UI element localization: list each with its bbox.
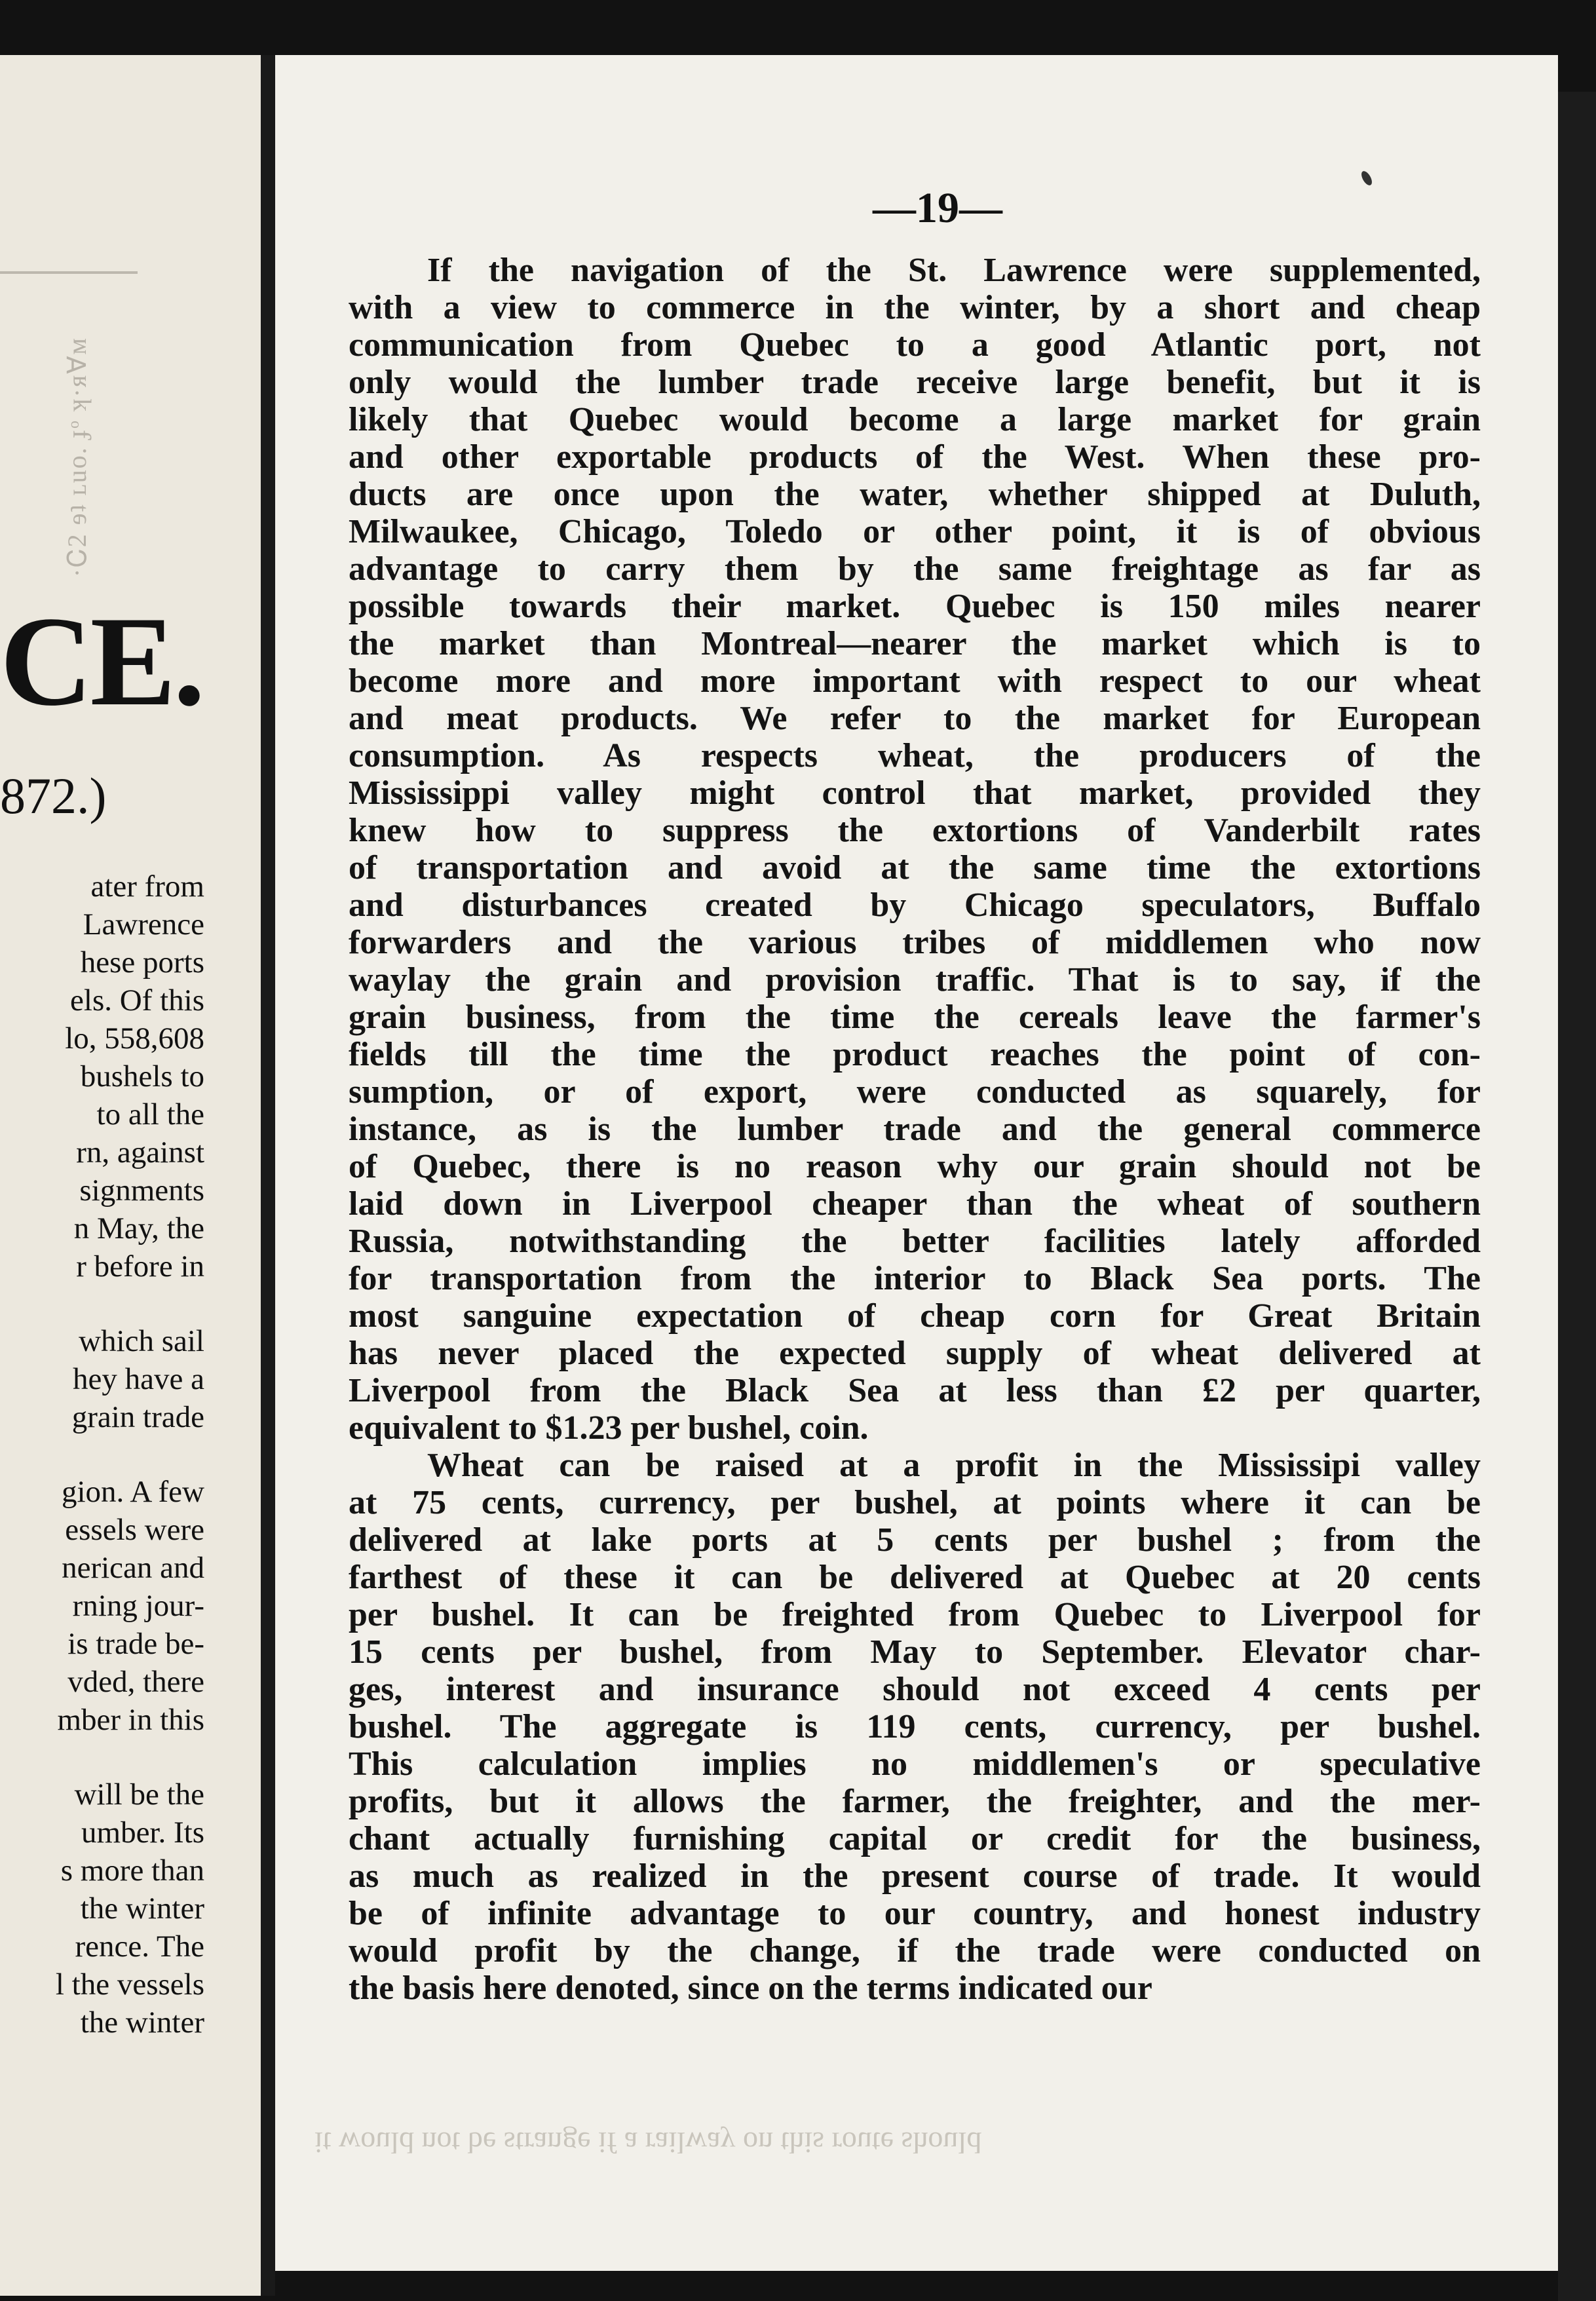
text-line: knew how to suppress the extortions of Vanderbilt rates	[349, 812, 1481, 849]
bleed-through-footer: it would not be strange if a railway on this route should	[314, 2126, 982, 2159]
left-text-line: vded, there	[67, 1665, 204, 1699]
text-line: laid down in Liverpool cheaper than the wheat of southern	[349, 1185, 1481, 1223]
left-page	[0, 55, 261, 2296]
bleed-through-text: ·Ꮯ2 ɘʇ ʟuo. ɟᵒ ʞ·ᴙ∀ᴍ	[62, 337, 92, 578]
text-line: If the navigation of the St. Lawrence were supplemented,	[427, 252, 1481, 289]
left-subheading: 872.)	[0, 767, 107, 824]
text-line: of transportation and avoid at the same time the extortions	[349, 849, 1481, 886]
text-line: per bushel. It can be freighted from Quebec to Liverpool for	[349, 1596, 1481, 1633]
left-text-line: rning jour-	[72, 1589, 204, 1623]
left-text-line: essels were	[65, 1513, 204, 1547]
left-text-column	[0, 867, 261, 2042]
text-line: grain business, from the time the cereals leave the farmer's	[349, 998, 1481, 1036]
right-page	[275, 55, 1558, 2271]
paragraph-gap	[0, 1285, 261, 1322]
left-text-line: nerican and	[62, 1551, 204, 1585]
left-text-line: the winter	[80, 2006, 204, 2040]
text-line: would profit by the change, if the trade were conducted on	[349, 1932, 1481, 1969]
paragraph-gap	[0, 1739, 261, 1776]
text-line: waylay the grain and provision traffic. That is to say, if the	[349, 961, 1481, 998]
text-line: as much as realized in the present course of trade. It would	[349, 1857, 1481, 1895]
left-text-line: rn, against	[76, 1135, 204, 1170]
text-line: advantage to carry them by the same freightage as far as	[349, 550, 1481, 588]
text-line: ducts are once upon the water, whether shipped at Duluth,	[349, 476, 1481, 513]
text-line: fields till the time the product reaches the point of con-	[349, 1036, 1481, 1073]
body-text	[349, 252, 1481, 2007]
ink-mark	[1359, 170, 1374, 187]
gutter-shadow	[261, 55, 275, 2296]
text-line: This calculation implies no middlemen's or speculative	[349, 1745, 1481, 1783]
left-text-line: gion. A few	[61, 1475, 204, 1509]
text-line: delivered at lake ports at 5 cents per bushel ; from the	[349, 1521, 1481, 1559]
text-line: has never placed the expected supply of wheat delivered at	[349, 1335, 1481, 1372]
left-text-line: to all the	[96, 1097, 204, 1131]
text-line: Liverpool from the Black Sea at less than £2 per quarter,	[349, 1372, 1481, 1409]
text-line: and disturbances created by Chicago speculators, Buffalo	[349, 886, 1481, 924]
text-line: only would the lumber trade receive large benefit, but it is	[349, 364, 1481, 401]
text-line: with a view to commerce in the winter, by a short and cheap	[349, 289, 1481, 326]
text-line: for transportation from the interior to Black Sea ports. The	[349, 1260, 1481, 1297]
text-line: and other exportable products of the West. When these pro-	[349, 438, 1481, 476]
left-text-line: n May, the	[73, 1211, 204, 1246]
left-text-line: umber. Its	[81, 1816, 204, 1850]
text-line: most sanguine expectation of cheap corn for Great Britain	[349, 1297, 1481, 1335]
left-text-line: bushels to	[80, 1059, 204, 1093]
text-line: forwarders and the various tribes of middlemen who now	[349, 924, 1481, 961]
text-line: 15 cents per bushel, from May to September. Elevator char-	[349, 1633, 1481, 1671]
text-line: the basis here denoted, since on the terms indicated our	[349, 1969, 1152, 2007]
left-text-line: signments	[79, 1173, 204, 1208]
left-text-line: hese ports	[80, 945, 204, 979]
left-text-line: the winter	[80, 1892, 204, 1926]
text-line: of Quebec, there is no reason why our grain should not be	[349, 1148, 1481, 1185]
left-text-line: s more than	[60, 1854, 204, 1888]
left-heading: CE.	[0, 590, 203, 732]
text-line: sumption, or of export, were conducted as squarely, for	[349, 1073, 1481, 1111]
text-line: chant actually furnishing capital or credit for the business,	[349, 1820, 1481, 1857]
text-line: farthest of these it can be delivered at Quebec at 20 cents	[349, 1559, 1481, 1596]
text-line: Mississippi valley might control that market, provided they	[349, 774, 1481, 812]
paragraph-gap	[0, 1436, 261, 1473]
text-line: and meat products. We refer to the market for European	[349, 700, 1481, 737]
left-text-line: will be the	[74, 1778, 204, 1812]
left-text-line: lo, 558,608	[65, 1021, 204, 1055]
text-line: ges, interest and insurance should not exceed 4 cents per	[349, 1671, 1481, 1708]
text-line: instance, as is the lumber trade and the general commerce	[349, 1111, 1481, 1148]
left-text-line: r before in	[76, 1249, 204, 1284]
text-line: become more and more important with respect to our wheat	[349, 662, 1481, 700]
left-text-line: grain trade	[71, 1400, 204, 1434]
text-line: likely that Quebec would become a large market for grain	[349, 401, 1481, 438]
text-line: equivalent to $1.23 per bushel, coin.	[349, 1409, 869, 1447]
text-line: the market than Montreal—nearer the market which is to	[349, 625, 1481, 662]
text-line: consumption. As respects wheat, the producers of the	[349, 737, 1481, 774]
left-text-line: hey have a	[73, 1362, 204, 1396]
left-text-line: ater from	[90, 869, 204, 903]
page-edge-shadow	[1558, 92, 1596, 2301]
text-line: possible towards their market. Quebec is 150 miles nearer	[349, 588, 1481, 625]
left-text-line: is trade be-	[67, 1627, 204, 1661]
page-number: —19—	[873, 184, 1002, 232]
text-line: be of infinite advantage to our country, and honest industry	[349, 1895, 1481, 1932]
text-line: Milwaukee, Chicago, Toledo or other point, it is of obvious	[349, 513, 1481, 550]
left-text-line: els. Of this	[70, 983, 204, 1017]
text-line: Wheat can be raised at a profit in the Mississipi valley	[427, 1447, 1481, 1484]
left-text-line: Lawrence	[83, 907, 204, 941]
left-text-line: mber in this	[57, 1703, 204, 1737]
left-text-line: l the vessels	[55, 1968, 204, 2002]
divider-rule	[0, 271, 138, 274]
text-line: bushel. The aggregate is 119 cents, currency, per bushel.	[349, 1708, 1481, 1745]
text-line: communication from Quebec to a good Atlantic port, not	[349, 326, 1481, 364]
text-line: at 75 cents, currency, per bushel, at points where it can be	[349, 1484, 1481, 1521]
text-line: Russia, notwithstanding the better facilities lately afforded	[349, 1223, 1481, 1260]
text-line: profits, but it allows the farmer, the freighter, and the mer-	[349, 1783, 1481, 1820]
left-text-line: rence. The	[75, 1930, 204, 1964]
left-text-line: which sail	[79, 1324, 204, 1358]
